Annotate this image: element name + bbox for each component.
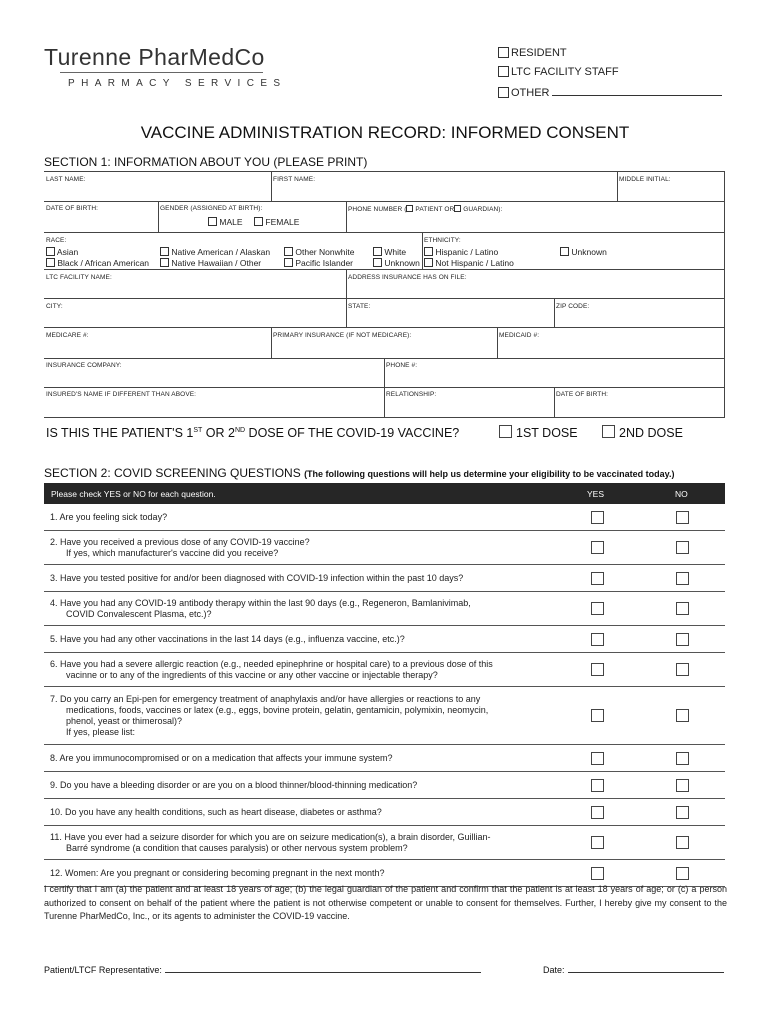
yes-checkbox[interactable] — [591, 633, 604, 646]
state-label: STATE: — [348, 303, 371, 310]
no-checkbox[interactable] — [676, 806, 689, 819]
question-text: 9. Do you have a bleeding disorder or are you on a blood thinner/blood-thinning medication? — [50, 780, 418, 790]
question-row — [44, 592, 725, 626]
question-text: 4. Have you had any COVID-19 antibody therapy within the last 90 days (e.g., Regeneron, Bamlanivimab, COVID Convalescent Plasma, etc.)? — [50, 598, 471, 619]
city-label: CITY: — [46, 303, 63, 310]
no-checkbox[interactable] — [676, 633, 689, 646]
question-text: 11. Have you ever had a seizure disorder for which you are on seizure medication(s), a brain disorder, Guillian- Barré syndrome (a condition that causes paralysis) or other nervous system problem? — [50, 832, 491, 853]
gender-label: GENDER (ASSIGNED AT BIRTH): — [160, 205, 263, 212]
race-unknown-option[interactable]: Unknown — [373, 258, 420, 268]
question-row — [44, 565, 725, 592]
signature-field[interactable]: Patient/LTCF Representative: — [44, 963, 481, 975]
yes-checkbox[interactable] — [591, 709, 604, 722]
gender-female-option[interactable]: FEMALE — [254, 217, 299, 227]
primary-insurance-label: PRIMARY INSURANCE (IF NOT MEDICARE): — [273, 332, 412, 339]
race-native-hawaiian-option[interactable]: Native Hawaiian / Other — [160, 258, 261, 268]
race-other-nonwhite-option[interactable]: Other Nonwhite — [284, 247, 354, 257]
insured-dob-label: DATE OF BIRTH: — [556, 391, 609, 398]
race-pacific-islander-option[interactable]: Pacific Islander — [284, 258, 353, 268]
yes-checkbox[interactable] — [591, 572, 604, 585]
insured-name-label: INSURED'S NAME IF DIFFERENT THAN ABOVE: — [46, 391, 197, 398]
insurance-company-label: INSURANCE COMPANY: — [46, 362, 122, 369]
yes-checkbox[interactable] — [591, 602, 604, 615]
second-dose-checkbox[interactable] — [602, 425, 615, 438]
certification-statement: I certify that I am (a) the patient and at least 18 years of age; (b) the legal guardian of the patient and confirm that the patient is at least 18 years of age; or (c) a person authorized to consent on behalf of the patient where the patient is not otherwise competent or unable to consent for themselves. Further, I hereby give my consent to the Turenne PharMedCo, Inc., or its agents to administer the COVID-19 vaccine. — [44, 884, 727, 921]
no-checkbox[interactable] — [676, 511, 689, 524]
yes-checkbox[interactable] — [591, 779, 604, 792]
date-line[interactable] — [568, 963, 724, 973]
ethnicity-label: ETHNICITY: — [424, 237, 461, 244]
yes-checkbox[interactable] — [591, 541, 604, 554]
other-checkbox[interactable] — [498, 87, 509, 98]
second-dose-option[interactable]: 2ND DOSE — [602, 425, 683, 440]
race-asian-option[interactable]: Asian — [46, 247, 78, 257]
question-row — [44, 504, 725, 531]
phone-guardian-checkbox[interactable] — [454, 205, 461, 212]
female-checkbox[interactable] — [254, 217, 263, 226]
role-resident-option[interactable]: RESIDENT — [498, 47, 567, 59]
logo-divider — [60, 72, 263, 73]
no-checkbox[interactable] — [676, 602, 689, 615]
question-text: 12. Women: Are you pregnant or considering becoming pregnant in the next month? — [50, 868, 385, 878]
question-row — [44, 772, 725, 799]
signature-line[interactable] — [165, 963, 481, 973]
first-name-label: FIRST NAME: — [273, 176, 316, 183]
yes-checkbox[interactable] — [591, 752, 604, 765]
no-checkbox[interactable] — [676, 541, 689, 554]
company-logo-name: Turenne PharMedCo — [44, 44, 265, 70]
patient-info-grid — [44, 171, 725, 449]
question-text: 6. Have you had a severe allergic reaction (e.g., needed epinephrine or hospital care) to a previous dose of this vacinne or to any of the ingredients of this vaccine or any other vaccine or injectable therapy? — [50, 659, 493, 680]
question-row — [44, 653, 725, 687]
section1-title: SECTION 1: INFORMATION ABOUT YOU (PLEASE PRINT) — [44, 155, 368, 169]
question-text: 3. Have you tested positive for and/or been diagnosed with COVID-19 infection within the past 10 days? — [50, 573, 464, 583]
ethnicity-unknown-option[interactable]: Unknown — [560, 247, 607, 257]
yes-checkbox[interactable] — [591, 663, 604, 676]
race-label: RACE: — [46, 237, 67, 244]
yes-checkbox[interactable] — [591, 806, 604, 819]
male-checkbox[interactable] — [208, 217, 217, 226]
medicaid-label: MEDICAID #: — [499, 332, 540, 339]
question-row — [44, 826, 725, 860]
phone-label: PHONE #: — [386, 362, 418, 369]
first-dose-checkbox[interactable] — [499, 425, 512, 438]
question-text: 2. Have you received a previous dose of any COVID-19 vaccine? If yes, which manufacturer's vaccine did you receive? — [50, 537, 310, 558]
last-name-label: LAST NAME: — [46, 176, 86, 183]
no-checkbox[interactable] — [676, 572, 689, 585]
questions-header: Please check YES or NO for each question. YES NO — [44, 483, 725, 504]
ethnicity-not-hispanic-option[interactable]: Not Hispanic / Latino — [424, 258, 514, 268]
question-row — [44, 799, 725, 826]
no-checkbox[interactable] — [676, 663, 689, 676]
first-dose-option[interactable]: 1ST DOSE — [499, 425, 578, 440]
question-text: 1. Are you feeling sick today? — [50, 512, 168, 522]
screening-questions-table — [44, 483, 725, 887]
middle-initial-label: MIDDLE INITIAL: — [619, 176, 671, 183]
question-text: 5. Have you had any other vaccinations in the last 14 days (e.g., influenza vaccine, etc.)? — [50, 634, 405, 644]
yes-checkbox[interactable] — [591, 867, 604, 880]
question-text: 7. Do you carry an Epi-pen for emergency treatment of anaphylaxis and/or have allergies or reactions to any medications, foods, vaccines or latex (e.g., eggs, bovine protein, gelatin, gentamicin, polymixin, neomycin, phenol, yeast or thimerosal)? If yes, please list: — [50, 694, 489, 737]
dose-question: IS THIS THE PATIENT'S 1ST OR 2ND DOSE OF THE COVID-19 VACCINE? — [46, 426, 460, 440]
ltc-facility-label: LTC FACILITY NAME: — [46, 274, 112, 281]
relationship-label: RELATIONSHIP: — [386, 391, 437, 398]
question-row — [44, 745, 725, 772]
question-row — [44, 531, 725, 565]
yes-checkbox[interactable] — [591, 511, 604, 524]
date-field[interactable]: Date: — [543, 963, 724, 975]
no-checkbox[interactable] — [676, 709, 689, 722]
resident-checkbox[interactable] — [498, 47, 509, 58]
ltc-staff-checkbox[interactable] — [498, 66, 509, 77]
race-native-american-option[interactable]: Native American / Alaskan — [160, 247, 270, 257]
question-row — [44, 626, 725, 653]
page-title: VACCINE ADMINISTRATION RECORD: INFORMED CONSENT — [140, 123, 630, 142]
medicare-label: MEDICARE #: — [46, 332, 89, 339]
role-ltc-staff-option[interactable]: LTC FACILITY STAFF — [498, 66, 619, 78]
gender-male-option[interactable]: MALE — [208, 217, 243, 227]
no-checkbox[interactable] — [676, 867, 689, 880]
yes-checkbox[interactable] — [591, 836, 604, 849]
ethnicity-hispanic-option[interactable]: Hispanic / Latino — [424, 247, 498, 257]
race-black-option[interactable]: Black / African American — [46, 258, 149, 268]
no-checkbox[interactable] — [676, 836, 689, 849]
race-white-option[interactable]: White — [373, 247, 406, 257]
other-text-field[interactable] — [552, 85, 722, 96]
dob-label: DATE OF BIRTH: — [46, 205, 99, 212]
role-other-option[interactable]: OTHER — [498, 85, 722, 99]
address-insurance-label: ADDRESS INSURANCE HAS ON FILE: — [348, 274, 467, 281]
section2-title: SECTION 2: COVID SCREENING QUESTIONS (The following questions will help us determine your eligibility to be vaccinated today.) — [44, 466, 675, 480]
phone-patient-checkbox[interactable] — [406, 205, 413, 212]
zip-label: ZIP CODE: — [556, 303, 590, 310]
company-logo-tagline: PHARMACY SERVICES — [68, 78, 287, 89]
phone-number-label: PHONE NUMBER ( PATIENT OR GUARDIAN): — [348, 206, 503, 213]
no-checkbox[interactable] — [676, 779, 689, 792]
question-row — [44, 687, 725, 745]
no-checkbox[interactable] — [676, 752, 689, 765]
question-text: 8. Are you immunocompromised or on a medication that affects your immune system? — [50, 753, 393, 763]
question-text: 10. Do you have any health conditions, such as heart disease, diabetes or asthma? — [50, 807, 382, 817]
